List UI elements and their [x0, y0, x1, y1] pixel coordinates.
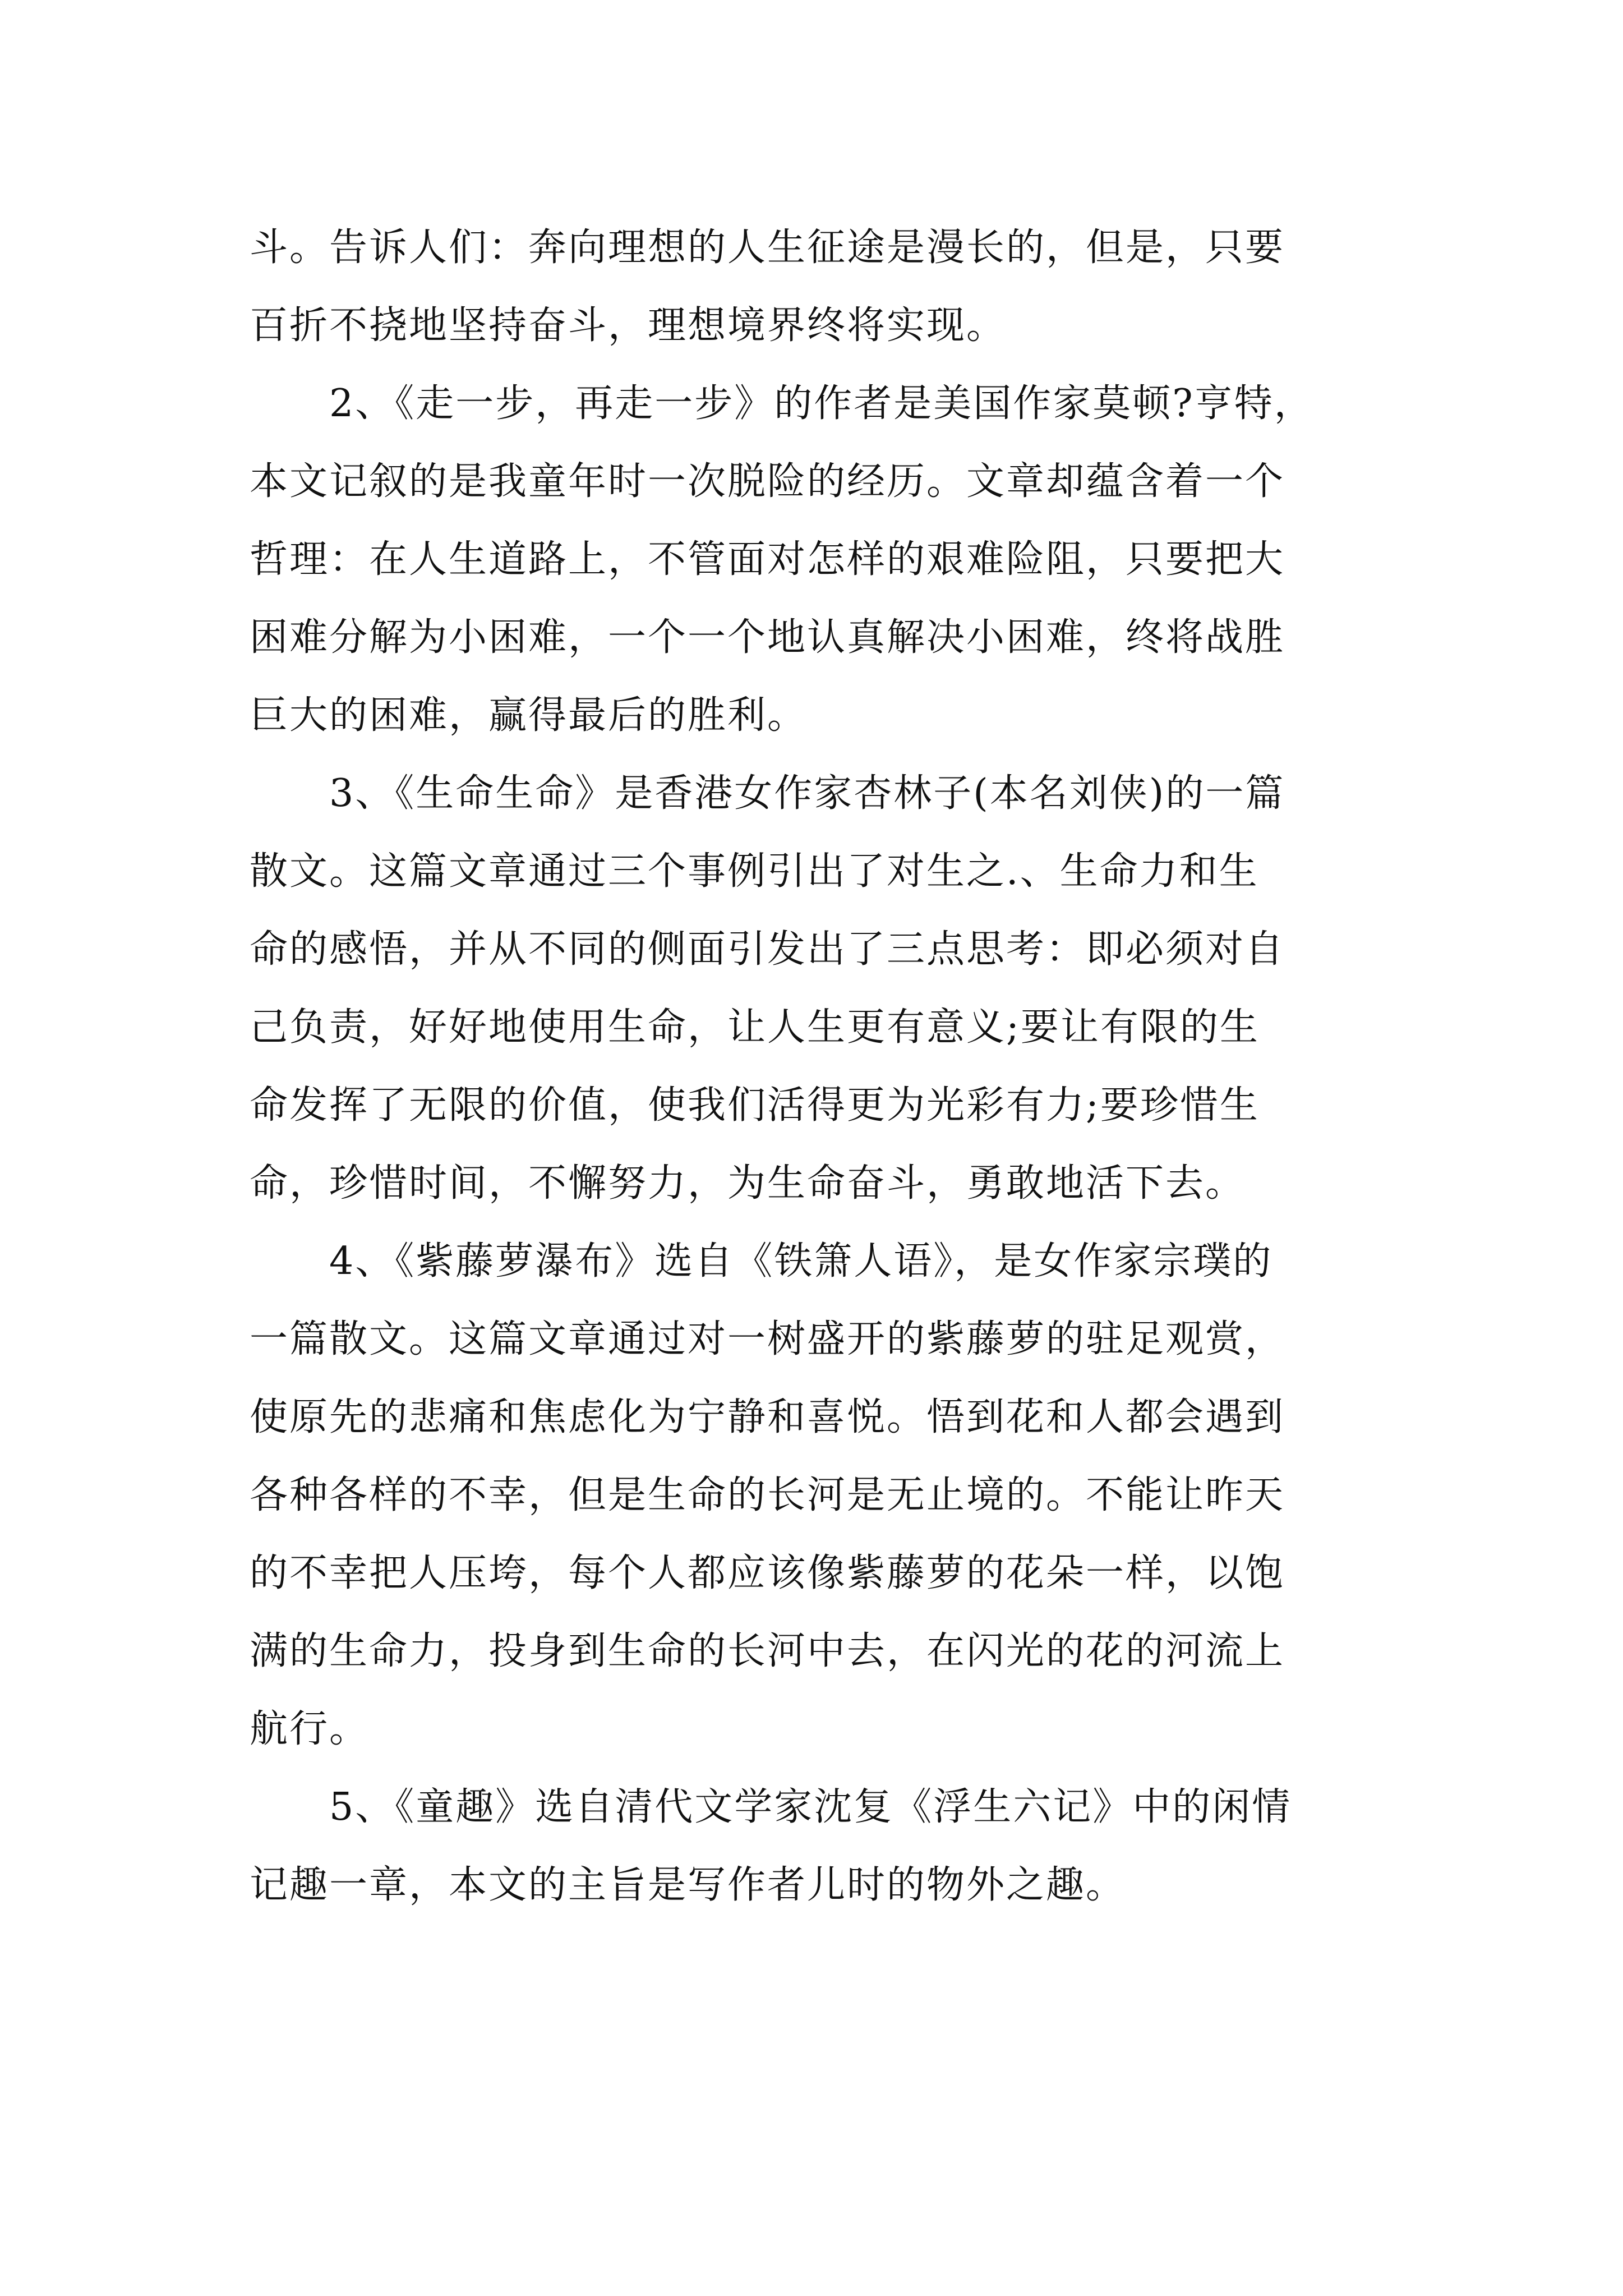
paragraph-continuation [250, 209, 1394, 365]
text-line: 5、《童趣》选自清代文学家沈复《浮生六记》中的闲情 [250, 1785, 1292, 1829]
paragraph-item-5 [250, 1768, 1394, 1924]
document-body [250, 209, 1394, 1924]
paragraph-item-3 [250, 754, 1394, 1222]
text-line: 满的生命力，投身到生命的长河中去，在闪光的花的河流上 [250, 1629, 1285, 1673]
text-line: 航行。 [250, 1707, 370, 1751]
text-line: 哲理：在人生道路上，不管面对怎样的艰难险阻，只要把大 [250, 537, 1285, 582]
text-line: 斗。告诉人们：奔向理想的人生征途是漫长的，但是，只要 [250, 226, 1285, 270]
text-line: 2、《走一步，再走一步》的作者是美国作家莫顿?亨特， [250, 381, 1314, 426]
text-line: 各种各样的不幸，但是生命的长河是无止境的。不能让昨天 [250, 1473, 1285, 1517]
text-line: 的不幸把人压垮，每个人都应该像紫藤萝的花朵一样，以饱 [250, 1551, 1285, 1595]
text-line: 命发挥了无限的价值，使我们活得更为光彩有力;要珍惜生 [250, 1083, 1260, 1128]
text-line: 散文。这篇文章通过三个事例引出了对生之.、生命力和生 [250, 849, 1259, 894]
text-line: 巨大的困难，赢得最后的胜利。 [250, 693, 808, 738]
text-line: 记趣一章，本文的主旨是写作者儿时的物外之趣。 [250, 1863, 1126, 1907]
text-line: 命，珍惜时间，不懈努力，为生命奋斗，勇敢地活下去。 [250, 1161, 1246, 1205]
text-line: 百折不挠地坚持奋斗，理想境界终将实现。 [250, 303, 1007, 348]
paragraph-item-4 [250, 1222, 1394, 1768]
text-line: 己负责，好好地使用生命，让人生更有意义;要让有限的生 [250, 1005, 1260, 1050]
paragraph-item-2 [250, 365, 1394, 754]
text-line: 3、《生命生命》是香港女作家杏林子(本名刘侠)的一篇 [250, 771, 1285, 816]
text-line: 4、《紫藤萝瀑布》选自《铁箫人语》，是女作家宗璞的 [250, 1239, 1273, 1283]
text-line: 本文记叙的是我童年时一次脱险的经历。文章却蕴含着一个 [250, 459, 1285, 504]
text-line: 命的感悟，并从不同的侧面引发出了三点思考：即必须对自 [250, 927, 1285, 972]
text-line: 困难分解为小困难，一个一个地认真解决小困难，终将战胜 [250, 615, 1285, 660]
text-line: 使原先的悲痛和焦虑化为宁静和喜悦。悟到花和人都会遇到 [250, 1395, 1285, 1439]
text-line: 一篇散文。这篇文章通过对一树盛开的紫藤萝的驻足观赏， [250, 1317, 1285, 1361]
